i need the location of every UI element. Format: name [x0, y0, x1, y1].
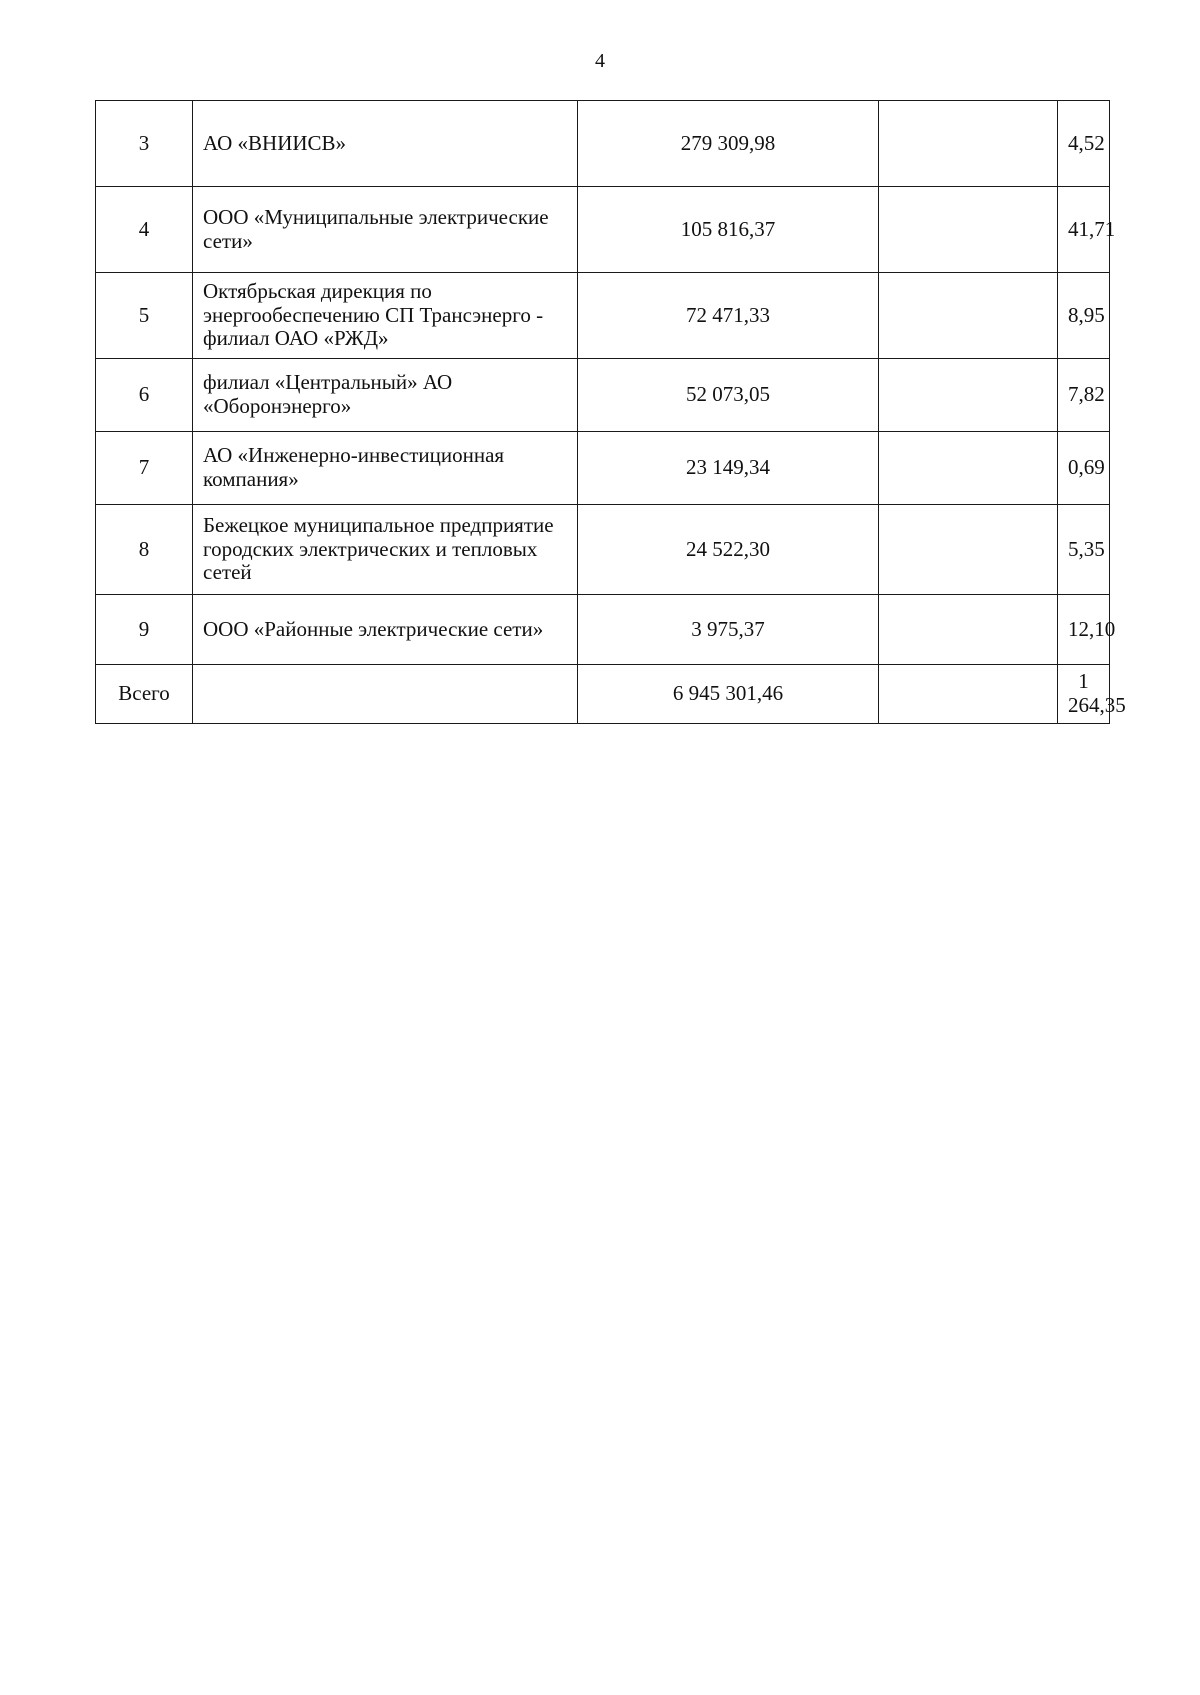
value-cell: 41,71 — [1058, 187, 1110, 273]
organization-name: ООО «Муниципальные электрические сети» — [193, 187, 578, 273]
empty-cell — [879, 665, 1058, 724]
page-number: 4 — [595, 50, 605, 72]
empty-cell — [879, 273, 1058, 359]
table-row — [96, 505, 1110, 595]
organization-name: ООО «Районные электрические сети» — [193, 595, 578, 665]
data-table — [95, 100, 1126, 724]
table-row — [96, 187, 1110, 273]
amount-cell: 105 816,37 — [578, 187, 879, 273]
row-number: 9 — [96, 595, 193, 665]
organization-name: АО «Инженерно-инвестиционная компания» — [193, 432, 578, 505]
row-number: 3 — [96, 101, 193, 187]
organization-name: Октябрьская дирекция по энергообеспечению СП Трансэнерго - филиал ОАО «РЖД» — [193, 273, 578, 359]
row-number: 4 — [96, 187, 193, 273]
value-cell: 7,82 — [1058, 359, 1110, 432]
organization-name: филиал «Центральный» АО «Оборонэнерго» — [193, 359, 578, 432]
empty-cell — [879, 595, 1058, 665]
empty-cell — [879, 432, 1058, 505]
value-cell: 0,69 — [1058, 432, 1110, 505]
empty-cell — [879, 187, 1058, 273]
amount-cell: 72 471,33 — [578, 273, 879, 359]
table-row — [96, 101, 1110, 187]
table-row — [96, 359, 1110, 432]
value-cell: 8,95 — [1058, 273, 1110, 359]
row-number: 6 — [96, 359, 193, 432]
row-number: 5 — [96, 273, 193, 359]
total-value: 1 264,35 — [1058, 665, 1110, 724]
row-number: 7 — [96, 432, 193, 505]
table-row — [96, 273, 1110, 359]
table-row — [96, 595, 1110, 665]
empty-cell — [879, 505, 1058, 595]
total-row — [96, 665, 1110, 724]
amount-cell: 279 309,98 — [578, 101, 879, 187]
value-cell: 12,10 — [1058, 595, 1110, 665]
empty-cell — [879, 101, 1058, 187]
amount-cell: 52 073,05 — [578, 359, 879, 432]
organization-name — [193, 665, 578, 724]
value-cell: 5,35 — [1058, 505, 1110, 595]
total-label: Всего — [96, 665, 193, 724]
empty-cell — [879, 359, 1058, 432]
amount-cell: 3 975,37 — [578, 595, 879, 665]
row-number: 8 — [96, 505, 193, 595]
amount-cell: 24 522,30 — [578, 505, 879, 595]
organization-name: Бежецкое муниципальное предприятие городских электрических и тепловых сетей — [193, 505, 578, 595]
table-row — [96, 432, 1110, 505]
organization-name: АО «ВНИИСВ» — [193, 101, 578, 187]
total-amount: 6 945 301,46 — [578, 665, 879, 724]
value-cell: 4,52 — [1058, 101, 1110, 187]
amount-cell: 23 149,34 — [578, 432, 879, 505]
